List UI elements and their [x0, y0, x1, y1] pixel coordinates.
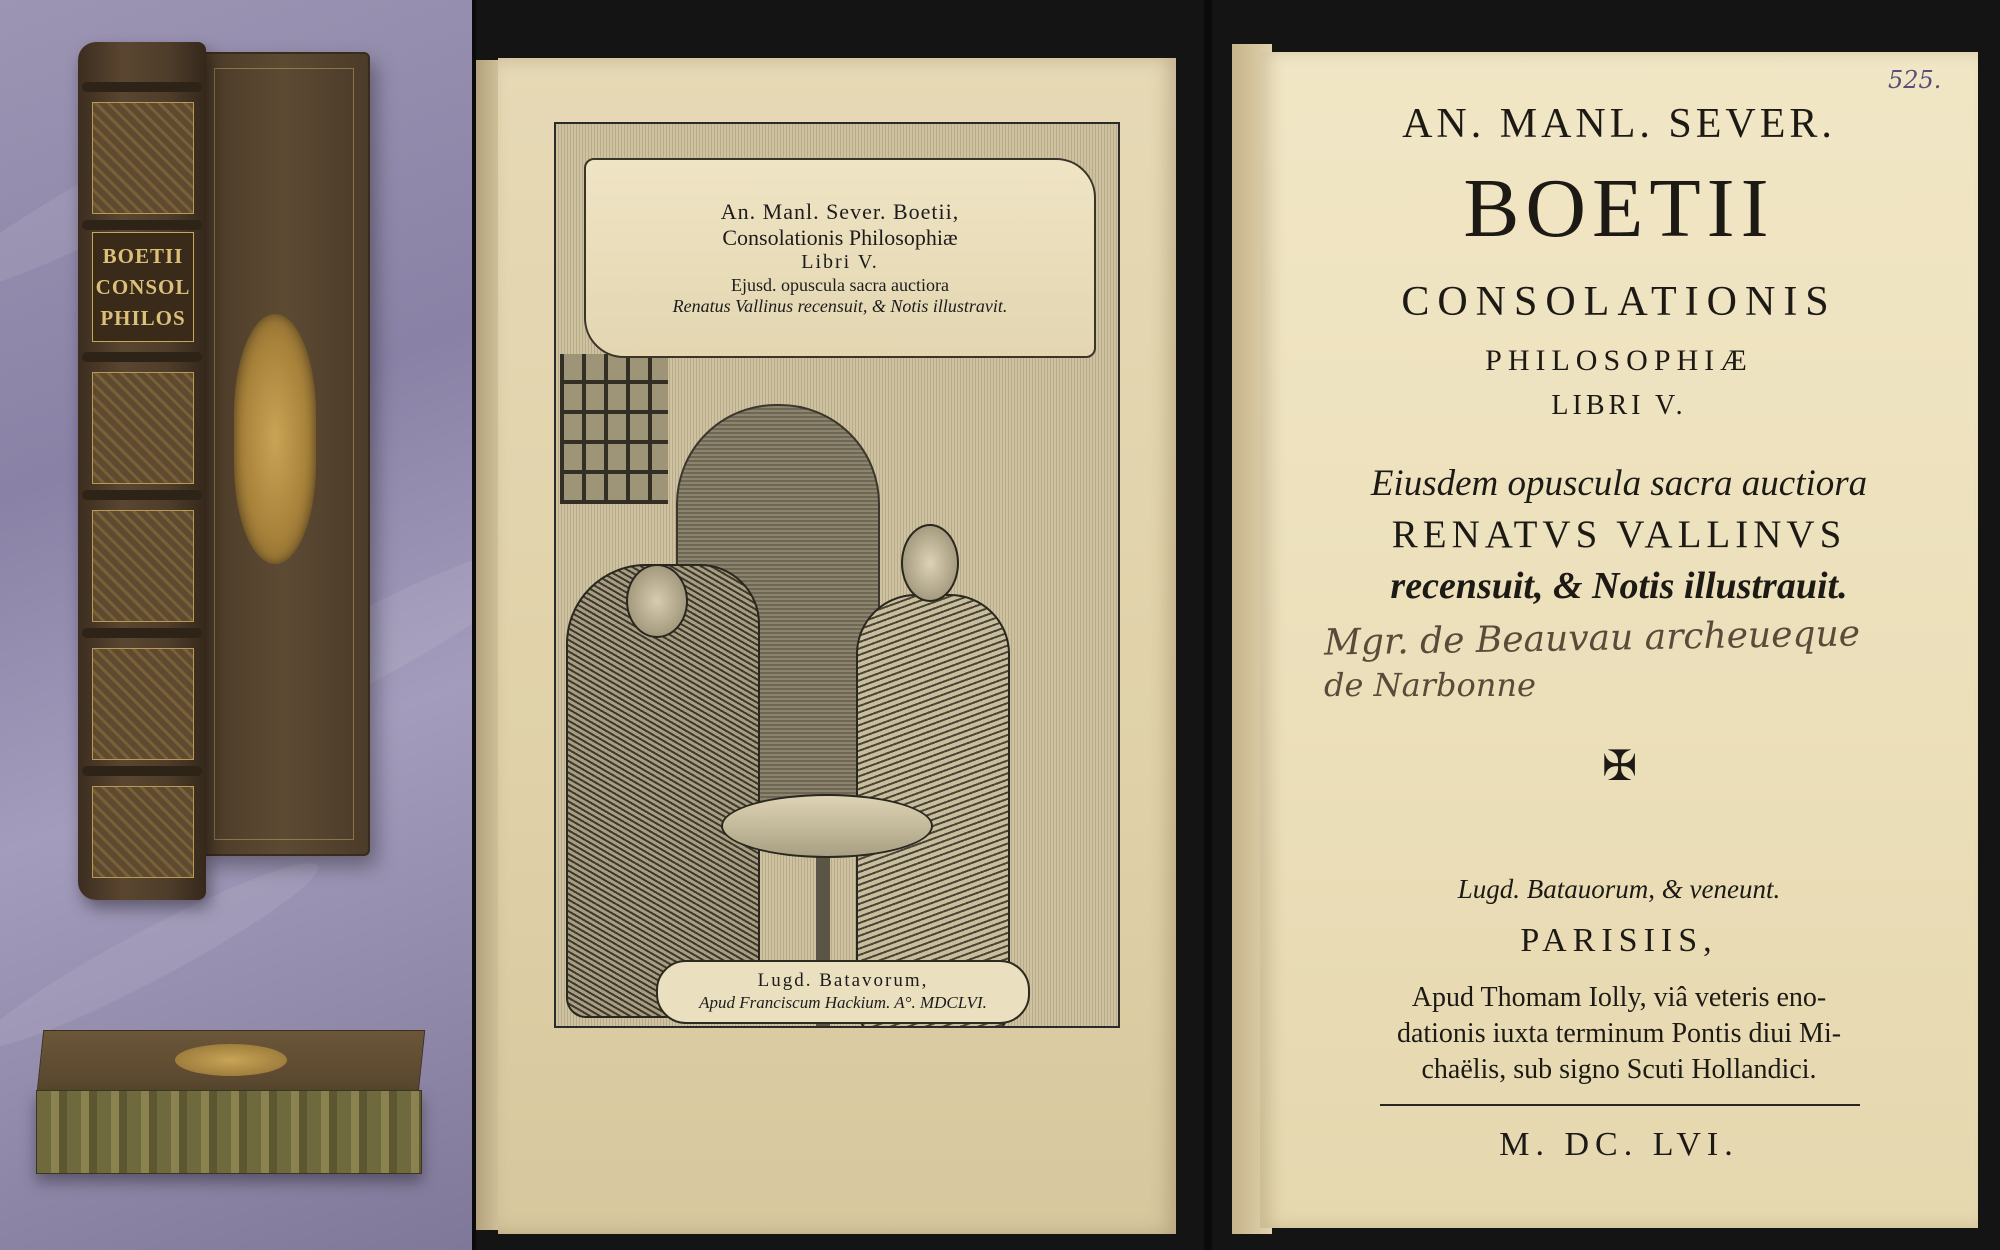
imprint-line: dationis iuxta terminum Pontis diui Mi-: [1396, 1018, 1842, 1049]
upright-book: [78, 42, 378, 900]
spine-band: [82, 628, 202, 638]
book-spine: [78, 42, 206, 900]
spine-title-line: CONSOL: [95, 274, 191, 299]
banner-line: Libri V.: [801, 250, 879, 273]
banner-line: Ejusd. opuscula sacra auctiora: [731, 274, 949, 295]
binding-photo-panel: [0, 0, 472, 1250]
spine-band: [82, 490, 202, 500]
subtitle-line: Eiusdem opuscula sacra auctiora: [1370, 463, 1868, 504]
engraved-title-banner: [584, 158, 1096, 358]
imprint-city: PARISIIS,: [1520, 922, 1718, 959]
cross-ornament-icon: ✠: [1602, 744, 1638, 790]
flat-book-fore-edge: [36, 1090, 422, 1174]
spine-title-line: BOETII: [102, 243, 184, 268]
subtitle-line: recensuit, & Notis illustrauit.: [1390, 565, 1848, 607]
round-table: [721, 794, 933, 858]
frontispiece-page: [498, 58, 1176, 1234]
banner-line: An. Manl. Sever. Boetii,: [720, 199, 960, 225]
editor-name: RENATVS VALLINVS: [1391, 513, 1847, 556]
title-line: CONSOLATIONIS: [1401, 279, 1837, 325]
spine-band: [82, 352, 202, 362]
spine-gilt-panel: [92, 510, 194, 622]
cartouche-line: Lugd. Batavorum,: [757, 970, 929, 992]
title-line: LIBRI V.: [1551, 390, 1687, 421]
spine-band: [82, 766, 202, 776]
title-page-photo-panel: [1212, 0, 2000, 1250]
spine-band: [82, 220, 202, 230]
horizontal-rule: [1380, 1104, 1860, 1106]
spine-title-label: [92, 232, 194, 342]
seated-figure-head: [626, 564, 688, 638]
spine-gilt-panel: [92, 786, 194, 878]
title-line: PHILOSOPHIÆ: [1485, 344, 1753, 377]
cartouche-line: Apud Franciscum Hackium. A°. MDCLVI.: [699, 993, 987, 1013]
banner-line: Renatus Vallinus recensuit, & Notis illustravit.: [672, 295, 1008, 316]
publication-year: M. DC. LVI.: [1499, 1126, 1739, 1163]
author-line: AN. MANL. SEVER.: [1402, 101, 1836, 147]
frontispiece-engraving: [554, 122, 1120, 1028]
frontispiece-photo-panel: [476, 0, 1204, 1250]
spine-band: [82, 82, 202, 92]
imprint-cartouche: [656, 960, 1030, 1024]
title-page: [1260, 52, 1978, 1228]
armorial-crest: [175, 1044, 287, 1076]
shelf-mark: 525.: [1888, 66, 1942, 94]
standing-figure-head: [901, 524, 959, 602]
handwritten-provenance: de Narbonne: [1324, 666, 1536, 704]
handwritten-provenance: Mgr. de Beauvau archeueque: [1323, 613, 1861, 664]
spine-title-line: PHILOS: [100, 305, 186, 330]
imprint-line: Lugd. Batauorum, & veneunt.: [1457, 874, 1781, 904]
spine-gilt-panel: [92, 372, 194, 484]
author-name: BOETII: [1463, 162, 1775, 255]
imprint-line: chaëlis, sub signo Scuti Hollandici.: [1421, 1054, 1817, 1085]
imprint-line: Apud Thomam Iolly, viâ veteris eno-: [1411, 982, 1827, 1013]
barred-window: [560, 354, 668, 504]
banner-line: Consolationis Philosophiæ: [722, 224, 958, 250]
spine-gilt-panel: [92, 102, 194, 214]
spine-gilt-panel: [92, 648, 194, 760]
book-front-cover: [198, 52, 370, 856]
flat-book: [40, 1030, 432, 1178]
armorial-crest: [234, 314, 316, 564]
